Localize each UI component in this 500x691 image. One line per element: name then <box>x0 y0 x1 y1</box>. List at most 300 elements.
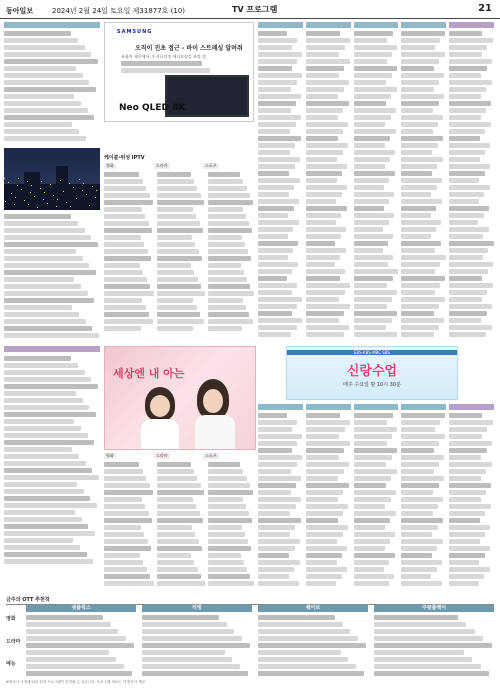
text-line <box>258 164 295 169</box>
text-line <box>258 150 290 155</box>
text-line <box>258 269 292 274</box>
text-line <box>354 518 391 523</box>
text-line <box>354 476 392 481</box>
text-line <box>449 525 490 530</box>
text-line <box>354 31 393 36</box>
left-top-listing <box>4 31 100 143</box>
text-line <box>4 412 96 417</box>
text-line <box>157 312 200 317</box>
course-ad-sub: 매주 수요일 밤 10시 30분 <box>343 382 401 388</box>
text-line <box>142 615 219 620</box>
text-line <box>157 207 193 212</box>
ad-body <box>121 61 237 75</box>
text-line <box>104 567 147 572</box>
text-line <box>401 413 445 418</box>
text-line <box>449 441 492 446</box>
text-line <box>258 413 287 418</box>
text-line <box>401 276 445 281</box>
text-line <box>374 671 489 676</box>
text-line <box>4 263 89 268</box>
text-line <box>449 171 484 176</box>
text-line <box>354 311 397 316</box>
text-line <box>306 448 345 453</box>
text-line <box>354 318 392 323</box>
text-line <box>401 539 442 544</box>
text-line <box>104 312 149 317</box>
row-label-2: 드라마 <box>6 639 21 645</box>
text-line <box>401 455 444 460</box>
text-line <box>354 199 389 204</box>
text-line <box>258 157 300 162</box>
text-line <box>208 326 242 331</box>
text-line <box>354 115 391 120</box>
text-line <box>401 87 433 92</box>
text-line <box>306 206 347 211</box>
text-line <box>401 220 441 225</box>
channel-column-header <box>354 404 399 410</box>
promo-show-title: 세상엔 내 아는 <box>113 367 185 380</box>
text-line <box>374 629 475 634</box>
channel-column-header <box>449 22 494 28</box>
text-line <box>258 622 343 627</box>
text-line <box>354 150 396 155</box>
text-line <box>306 427 345 432</box>
text-line <box>157 518 203 523</box>
tab-sports[interactable]: 스포츠 <box>205 163 217 168</box>
text-line <box>401 525 437 530</box>
text-line <box>157 581 205 586</box>
text-line <box>354 52 393 57</box>
text-line <box>306 59 350 64</box>
publication-name: 동아일보 <box>6 7 34 15</box>
text-line <box>306 178 337 183</box>
text-line <box>104 249 148 254</box>
channel-column-header <box>401 22 446 28</box>
section-title: TV 프로그램 <box>232 5 278 14</box>
text-line <box>104 193 150 198</box>
text-line <box>374 664 481 669</box>
text-line <box>449 476 481 481</box>
tab-drama[interactable]: 드라마 <box>156 163 168 168</box>
text-line <box>306 38 350 43</box>
text-line <box>4 277 74 282</box>
text-line <box>449 150 485 155</box>
text-line <box>208 462 240 467</box>
text-line <box>354 532 396 537</box>
text-line <box>306 290 345 295</box>
text-line <box>258 283 297 288</box>
text-line <box>354 101 386 106</box>
text-line <box>306 325 349 330</box>
text-line <box>157 469 194 474</box>
text-line <box>401 553 431 558</box>
text-line <box>104 560 143 565</box>
channel-schedule <box>401 413 446 588</box>
text-line <box>401 434 444 439</box>
text-line <box>306 171 342 176</box>
text-line <box>306 532 343 537</box>
text-line <box>306 66 345 71</box>
tab-sports-lower[interactable]: 스포츠 <box>205 453 217 458</box>
text-line <box>401 115 443 120</box>
text-line <box>306 483 349 488</box>
text-line <box>449 129 485 134</box>
text-line <box>354 122 386 127</box>
text-line <box>354 136 391 141</box>
text-line <box>26 636 126 641</box>
text-line <box>354 94 392 99</box>
text-line <box>401 59 439 64</box>
text-line <box>4 256 83 261</box>
text-line <box>449 164 490 169</box>
text-line <box>104 504 145 509</box>
text-line <box>401 490 433 495</box>
samsung-logo: SAMSUNG <box>117 29 153 35</box>
text-line <box>258 276 287 281</box>
ad-product: Neo QLED 8K <box>119 103 186 113</box>
text-line <box>157 504 196 509</box>
text-line <box>157 214 196 219</box>
ott-col-wavve: 웨이브 <box>258 605 368 612</box>
text-line <box>449 66 487 71</box>
text-line <box>157 193 201 198</box>
text-line <box>258 45 292 50</box>
text-line <box>258 476 301 481</box>
text-line <box>157 221 200 226</box>
text-line <box>104 186 146 191</box>
text-line <box>157 462 191 467</box>
text-line <box>104 553 140 558</box>
text-line <box>401 213 431 218</box>
text-line <box>104 462 139 467</box>
text-line <box>4 398 83 403</box>
channel-schedule <box>354 413 399 588</box>
text-line <box>258 325 297 330</box>
text-line <box>26 615 103 620</box>
text-line <box>401 546 437 551</box>
text-line <box>354 59 387 64</box>
text-line <box>449 325 492 330</box>
text-line <box>104 235 141 240</box>
text-line <box>306 504 349 509</box>
text-line <box>449 434 482 439</box>
text-line <box>258 546 295 551</box>
channel-schedule <box>354 31 399 339</box>
text-line <box>306 143 348 148</box>
text-line <box>401 178 442 183</box>
text-line <box>4 108 88 113</box>
text-line <box>306 248 346 253</box>
text-line <box>306 581 336 586</box>
text-line <box>306 476 339 481</box>
text-line <box>449 448 487 453</box>
text-line <box>354 497 391 502</box>
text-line <box>374 636 483 641</box>
text-line <box>104 270 143 275</box>
text-line <box>4 52 91 57</box>
channel-column-header <box>354 22 399 28</box>
text-line <box>354 469 397 474</box>
text-line <box>401 192 431 197</box>
text-line <box>4 433 88 438</box>
text-line <box>208 263 241 268</box>
text-line <box>354 553 395 558</box>
text-line <box>354 581 389 586</box>
samsung-ad[interactable] <box>104 22 254 122</box>
course-ad[interactable] <box>286 346 458 400</box>
text-line <box>258 66 292 71</box>
text-line <box>449 59 492 64</box>
text-line <box>354 80 387 85</box>
text-line <box>258 192 289 197</box>
text-line <box>401 38 440 43</box>
text-line <box>258 318 302 323</box>
text-line <box>4 461 86 466</box>
text-line <box>401 483 438 488</box>
text-line <box>157 291 205 296</box>
text-line <box>306 441 350 446</box>
text-line <box>354 73 392 78</box>
text-line <box>354 108 397 113</box>
channel-schedule <box>258 413 303 588</box>
text-line <box>4 370 85 375</box>
text-line <box>258 643 366 648</box>
text-line <box>374 615 458 620</box>
text-line <box>401 269 435 274</box>
text-line <box>306 539 337 544</box>
text-line <box>306 136 338 141</box>
text-line <box>449 511 485 516</box>
lower-left-listing <box>4 356 100 566</box>
text-line <box>354 45 398 50</box>
footnote: ※방송사 사정에 따라 편성 프로그램이 변경될 수 있습니다. 프로그램 정보는 각 방송사 제공 <box>6 680 146 684</box>
text-line <box>104 490 153 495</box>
text-line <box>306 220 336 225</box>
text-line <box>449 455 481 460</box>
text-line <box>258 73 302 78</box>
text-line <box>208 574 250 579</box>
text-line <box>258 262 298 267</box>
text-line <box>401 52 444 57</box>
text-line <box>306 546 348 551</box>
text-line <box>258 511 290 516</box>
text-line <box>401 497 443 502</box>
channel-column-header <box>306 22 351 28</box>
text-line <box>4 270 96 275</box>
text-line <box>104 179 143 184</box>
text-line <box>449 108 486 113</box>
text-line <box>4 531 95 536</box>
text-line <box>306 469 344 474</box>
text-line <box>4 66 76 71</box>
text-line <box>4 228 85 233</box>
text-line <box>306 567 347 572</box>
text-line <box>306 490 344 495</box>
text-line <box>258 136 301 141</box>
text-line <box>258 290 292 295</box>
text-line <box>449 332 486 337</box>
text-line <box>449 143 490 148</box>
ott-table-label: 금주의 OTT 추천작 <box>6 597 50 603</box>
text-line <box>26 664 124 669</box>
text-line <box>157 483 201 488</box>
text-line <box>354 157 390 162</box>
text-line <box>449 115 480 120</box>
text-line <box>449 73 481 78</box>
text-line <box>208 179 243 184</box>
text-line <box>104 476 146 481</box>
text-line <box>104 532 144 537</box>
text-line <box>401 122 438 127</box>
text-line <box>104 511 149 516</box>
text-line <box>401 164 437 169</box>
tab-drama-lower[interactable]: 드라마 <box>156 453 168 458</box>
text-line <box>401 318 444 323</box>
text-line <box>354 483 386 488</box>
text-line <box>449 297 482 302</box>
text-line <box>449 318 481 323</box>
text-line <box>354 297 393 302</box>
text-line <box>354 269 398 274</box>
text-line <box>258 94 301 99</box>
text-line <box>121 61 202 66</box>
text-line <box>449 255 483 260</box>
text-line <box>258 297 302 302</box>
text-line <box>354 574 395 579</box>
text-line <box>4 384 98 389</box>
left-col-header <box>4 22 100 28</box>
text-line <box>306 94 339 99</box>
text-line <box>208 525 242 530</box>
text-line <box>258 434 302 439</box>
text-line <box>401 448 434 453</box>
text-line <box>306 297 340 302</box>
text-line <box>26 657 116 662</box>
text-line <box>354 539 390 544</box>
text-line <box>104 497 142 502</box>
text-line <box>4 552 87 557</box>
text-line <box>26 629 118 634</box>
text-line <box>4 298 94 303</box>
text-line <box>121 68 210 73</box>
text-line <box>401 283 440 288</box>
text-line <box>306 101 349 106</box>
text-line <box>401 427 434 432</box>
text-line <box>157 546 202 551</box>
text-line <box>26 650 109 655</box>
text-line <box>401 532 432 537</box>
cable-lower-col-1 <box>104 462 154 588</box>
text-line <box>208 319 253 324</box>
text-line <box>401 234 430 239</box>
text-line <box>142 671 248 676</box>
text-line <box>401 311 434 316</box>
text-line <box>449 546 490 551</box>
issue-date: 2024년 2월 24일 토요일 제31877호 (10) <box>52 7 186 15</box>
text-line <box>104 574 150 579</box>
text-line <box>208 567 247 572</box>
text-line <box>449 269 488 274</box>
tab-movie[interactable]: 영화 <box>106 163 114 168</box>
text-line <box>208 581 254 586</box>
text-line <box>354 38 388 43</box>
text-line <box>306 462 349 467</box>
text-line <box>306 318 339 323</box>
text-line <box>104 221 149 226</box>
text-line <box>401 31 445 36</box>
text-line <box>208 172 240 177</box>
text-line <box>258 122 296 127</box>
tab-movie-lower[interactable]: 영화 <box>106 453 114 458</box>
text-line <box>449 311 487 316</box>
text-line <box>258 427 292 432</box>
text-line <box>354 504 386 509</box>
text-line <box>208 511 249 516</box>
text-line <box>354 560 390 565</box>
text-line <box>104 539 148 544</box>
text-line <box>258 304 297 309</box>
text-line <box>142 650 225 655</box>
text-line <box>401 574 431 579</box>
text-line <box>306 185 347 190</box>
text-line <box>4 87 96 92</box>
text-line <box>4 405 89 410</box>
text-line <box>104 214 145 219</box>
text-line <box>4 363 78 368</box>
text-line <box>157 235 192 240</box>
text-line <box>449 490 486 495</box>
text-line <box>4 312 79 317</box>
text-line <box>449 504 491 509</box>
text-line <box>258 636 358 641</box>
text-line <box>208 553 241 558</box>
text-line <box>306 255 340 260</box>
text-line <box>401 66 434 71</box>
text-line <box>401 469 433 474</box>
text-line <box>258 129 290 134</box>
text-line <box>258 455 302 460</box>
text-line <box>401 290 434 295</box>
text-line <box>306 115 338 120</box>
text-line <box>354 420 388 425</box>
text-line <box>449 420 492 425</box>
text-line <box>258 574 289 579</box>
text-line <box>258 581 299 586</box>
text-line <box>258 539 300 544</box>
text-line <box>354 213 394 218</box>
text-line <box>354 490 397 495</box>
text-line <box>258 234 288 239</box>
text-line <box>258 504 296 509</box>
text-line <box>26 622 111 627</box>
text-line <box>4 377 91 382</box>
city-night-photo <box>4 148 100 210</box>
text-line <box>157 476 197 481</box>
text-line <box>157 277 198 282</box>
text-line <box>306 31 340 36</box>
text-line <box>157 228 203 233</box>
page-number: 21 <box>478 3 492 14</box>
text-line <box>258 80 297 85</box>
text-line <box>258 525 295 530</box>
text-line <box>258 206 294 211</box>
text-line <box>306 497 338 502</box>
cable-col-2 <box>157 172 205 333</box>
text-line <box>258 560 300 565</box>
channel-column-header <box>306 404 351 410</box>
text-line <box>306 276 340 281</box>
text-line <box>157 532 195 537</box>
